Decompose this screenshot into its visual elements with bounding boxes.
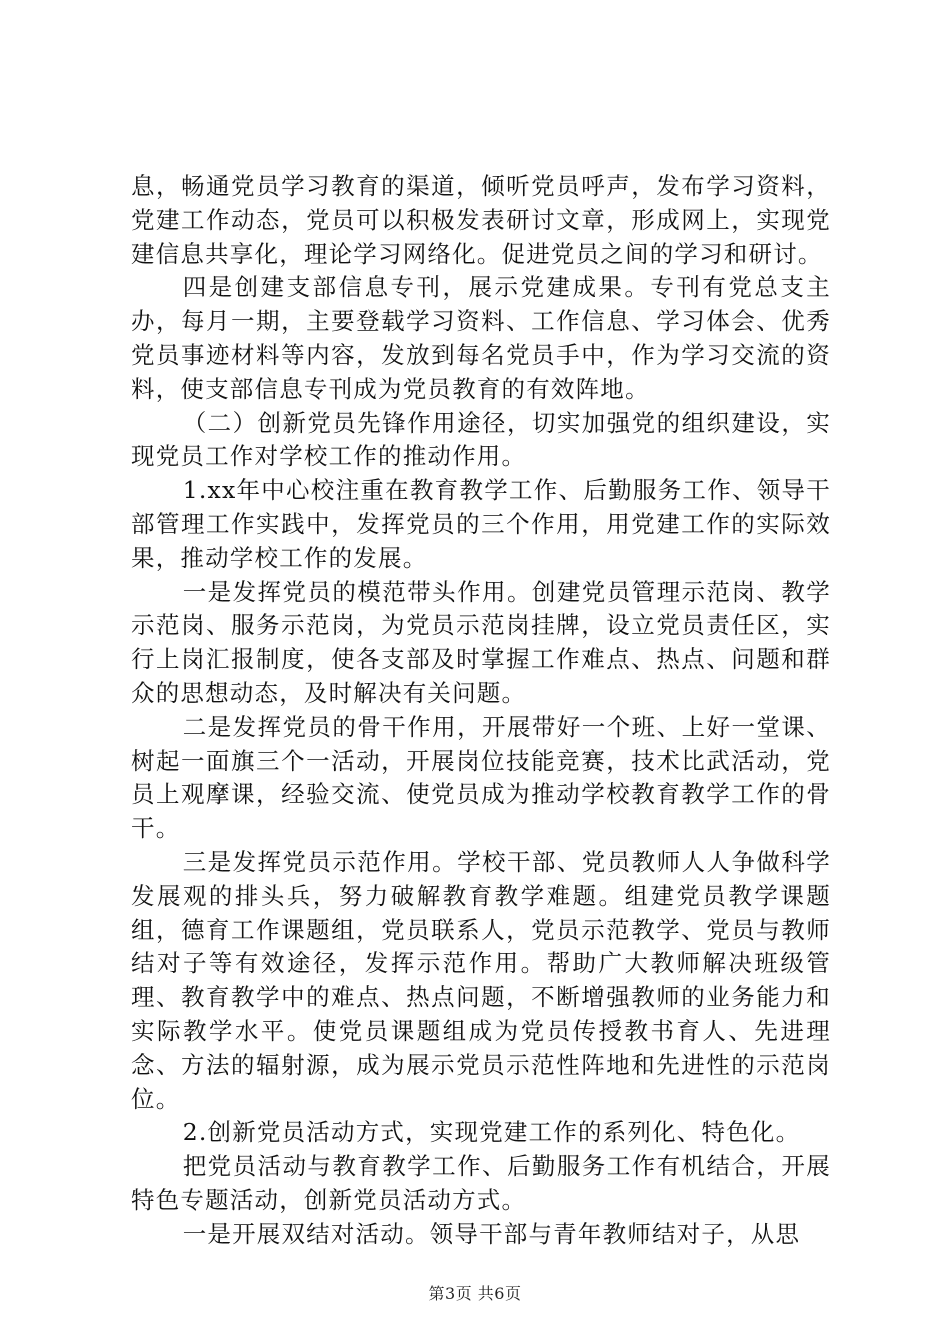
page-number-footer: 第3页 共6页	[428, 1284, 522, 1303]
paragraph-1: 息，畅通党员学习教育的渠道，倾听党员呼声，发布学习资料，党建工作动态，党员可以积极发表研讨文章，形成网上，实现党建信息共享化，理论学习网络化。促进党员之间的学习和研讨。	[131, 172, 831, 268]
paragraph-4: 1.xx年中心校注重在教育教学工作、后勤服务工作、领导干部管理工作实践中，发挥党员的三个作用，用党建工作的实际效果，推动学校工作的发展。	[131, 476, 831, 572]
paragraph-9: 把党员活动与教育教学工作、后勤服务工作有机结合，开展特色专题活动，创新党员活动方式。	[131, 1152, 831, 1214]
paragraph-3: （二）创新党员先锋作用途径，切实加强党的组织建设，实现党员工作对学校工作的推动作用。	[131, 408, 831, 471]
paragraph-2: 四是创建支部信息专刊，展示党建成果。专刊有党总支主办，每月一期，主要登载学习资料、工作信息、学习体会、优秀党员事迹材料等内容，发放到每名党员手中，作为学习交流的资料，使支部信息专刊成为党员教育的有效阵地。	[131, 273, 831, 403]
paragraph-10: 一是开展双结对活动。领导干部与青年教师结对子，从思	[182, 1219, 801, 1248]
paragraph-5: 一是发挥党员的模范带头作用。创建党员管理示范岗、教学示范岗、服务示范岗，为党员示范岗挂牌，设立党员责任区，实行上岗汇报制度，使各支部及时掌握工作难点、热点、问题和群众的思想动态，及时解决有关问题。	[131, 577, 831, 707]
document-body	[131, 170, 831, 1252]
paragraph-6: 二是发挥党员的骨干作用，开展带好一个班、上好一堂课、树起一面旗三个一活动，开展岗位技能竞赛，技术比武活动，党员上观摩课，经验交流、使党员成为推动学校教育教学工作的骨干。	[131, 712, 831, 843]
paragraph-8: 2.创新党员活动方式，实现党建工作的系列化、特色化。	[182, 1118, 801, 1147]
paragraph-7: 三是发挥党员示范作用。学校干部、党员教师人人争做科学发展观的排头兵，努力破解教育教学难题。组建党员教学课题组，德育工作课题组，党员联系人，党员示范教学、党员与教师结对子等有效途径，发挥示范作用。帮助广大教师解决班级管理、教育教学中的难点、热点问题，不断增强教师的业务能力和实际教学水平。使党员课题组成为党员传授教书育人、先进理念、方法的辐射源，成为展示党员示范性阵地和先进性的示范岗位。	[131, 847, 831, 1113]
